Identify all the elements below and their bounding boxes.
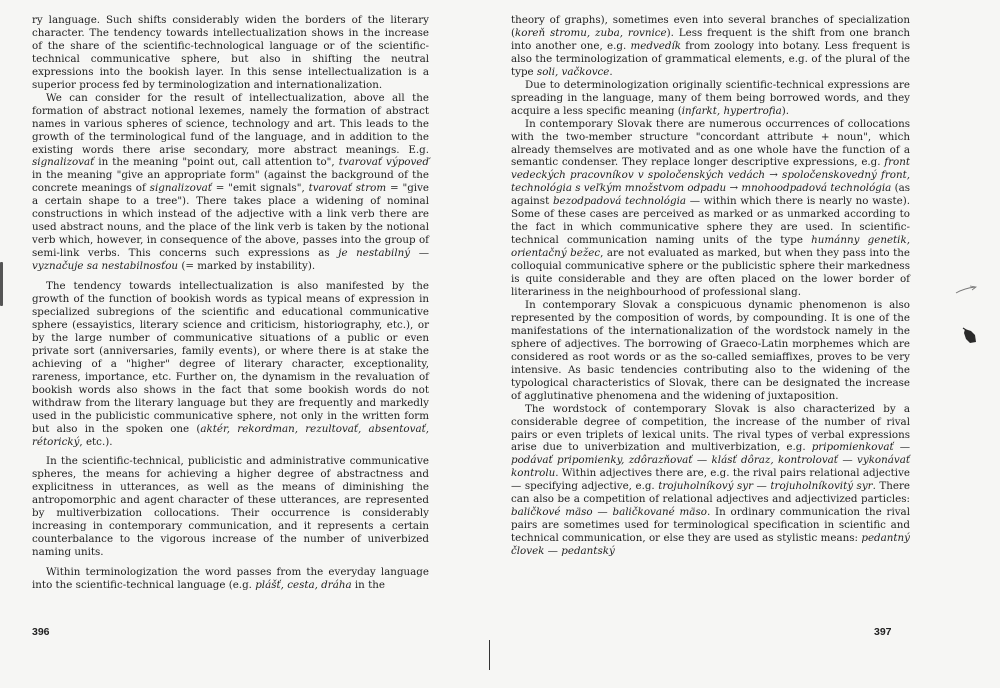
text-run: , are not evaluated as marked, but when they pass into the colloquial communicative sphere or the publicistic sphere their markedness is quite considerable and they are often placed on the lower border of literariness in the neighbourhood of professional slang. <box>511 247 910 299</box>
italic-term: trojuholníkový syr — trojuholníkovitý syr <box>658 480 873 493</box>
text-run: , etc.). <box>79 435 113 448</box>
paragraph <box>511 14 910 79</box>
paragraph <box>511 299 910 403</box>
text-run: in the <box>351 579 385 592</box>
italic-term: tvarovať výpoveď <box>338 156 429 169</box>
left-text-column <box>32 14 429 592</box>
text-run: theory of graphs), sometimes even into several branches of specialization ( <box>511 14 910 39</box>
italic-term: signalizovať <box>32 156 95 169</box>
italic-term: koreň stromu, zuba, rovnice <box>515 26 667 39</box>
text-run: in the meaning "give an appropriate form" (against the background of the concrete meanings of <box>32 169 429 195</box>
paragraph <box>32 455 429 559</box>
text-run: = "emit signals", <box>211 182 309 195</box>
text-run: in the meaning "point out, call attention to", <box>94 156 339 169</box>
italic-term: front vedeckých pracovníkov v spoločenských vedách → spoločenskovedný front, technológia s veľkým množstvom odpadu → mnohoodpadová technológia <box>511 156 910 195</box>
text-run: In contemporary Slovak a conspicuous dynamic phenomenon is also represented by the composition of words, by compounding. It is one of the manifestations of the internationalization of the wordstock namely in the sphere of adjectives. The borrowing of Graeco-Latin morphemes which are considered as root words or as the so-called semiaffixes, proves to be very intensive. As basic tendencies contributing also to the widening of the typological characteristics of Slovak, there can be designated the increase of agglutinative phenomena and the widening of juxtaposition. <box>511 298 910 402</box>
italic-term: pedantný človek — pedantský <box>511 532 910 558</box>
text-run: In the scientific-technical, publicistic and administrative communicative spheres, the means for achieving a higher degree of abstractness and explicitness in utterances, as well as the means of diminishing the antropomorphic and agent character of these utterances, are represented by multiverbization collocations. Their occurrence is considerably increasing in contemporary communication, and it represents a certain counterbalance to the vigorous increase of the number of univerbized naming units. <box>32 455 429 559</box>
text-run: = "give a certain shape to a tree"). There takes place a widening of nominal constructions in which instead of the adjective with a link verb there are used abstract nouns, and the place of the link verb is taken by the notional verb which, however, in consequence of the above, passes into the group of semi-link verbs. This concerns such expressions as <box>32 182 429 260</box>
text-run: Due to determinologization originally scientific-technical expressions are spreading in the language, many of them being borrowed words, and they acquire a less specific meaning ( <box>511 78 910 117</box>
paragraph <box>511 79 910 118</box>
margin-ink-blot <box>962 327 978 345</box>
text-run: (as against <box>511 182 911 208</box>
text-run: ry language. Such shifts considerably widen the borders of the literary character. The tendency towards intellectualization shows in the increase of the share of the scientific-technological language or of the scientific-technical communicative sphere, but also in shifting the neutral expressions into the bookish layer. In this sense intellectualization is a superior process fed by terminologization and internationalization. <box>32 14 429 91</box>
text-run: . There can also be a competition of relational adjectives and adjectivized particles: <box>511 480 910 506</box>
italic-term: bezodpadová technológia <box>552 195 687 208</box>
paragraph <box>32 566 429 592</box>
italic-term: je nestabilný — vyznačuje sa nestabilnosťou <box>32 247 429 273</box>
italic-term: pripomienkovať — podávať pripomienky, zdôrazňovať — klásť dôraz, kontrolovať — vykonávať kontrolu <box>511 441 910 480</box>
right-page <box>490 0 1000 688</box>
left-page-number: 396 <box>32 626 50 638</box>
text-run: ). Less frequent is the shift from one branch into another one, e.g. <box>511 26 911 52</box>
italic-term: aktér, rekordman, rezultovať, absentovať, rétorický <box>32 422 429 448</box>
paragraph <box>511 118 910 299</box>
paragraph <box>32 14 429 92</box>
italic-term: baličkové mäso — baličkované mäso <box>511 506 707 519</box>
italic-term: tvarovať strom <box>308 182 387 195</box>
text-run: . Within adjectives there are, e.g. the rival pairs relational adjective — specifying adjective, e.g. <box>511 467 910 493</box>
paragraph <box>32 92 429 273</box>
italic-term: medvedík <box>630 39 682 52</box>
text-run: (= marked by instability). <box>178 260 316 273</box>
italic-term: soli, vačkovce <box>536 65 610 78</box>
paragraph <box>511 403 910 558</box>
right-text-column <box>511 14 910 558</box>
left-page <box>0 0 490 688</box>
text-run: Within terminologization the word passes from the everyday language into the scientific-technical language (e.g. <box>32 566 429 592</box>
italic-term: infarkt, hypertrofia <box>681 104 782 117</box>
right-page-number: 397 <box>874 626 892 638</box>
paragraph <box>32 280 429 448</box>
book-spine-line <box>489 640 490 670</box>
text-run: — within which there is nearly no waste). Some of these cases are perceived as marked or as unmarked according to the fact in which communicative sphere they are used. In scientific-technical communication naming units of the type <box>511 195 910 247</box>
italic-term: signalizovať <box>149 182 212 195</box>
text-run: The tendency towards intellectualization is also manifested by the growth of the function of bookish words as typical means of expression in specialized subregions of the scientific and educational communicative sphere (essayistics, literary science and criticism, historiography, etc.), or by the large number of communicative situations of a public or even private sort (anniversaries, family events), or where there is at stake the achieving of a "higher" degree of literary character, exceptionality, rareness, importance, etc. Further on, the dynamism in the revaluation of bookish words also shows in the fact that some bookish words do not withdraw from the literary language but they are frequently and markedly used in the publicistic communicative sphere, not only in the written form but also in the spoken one ( <box>32 280 429 435</box>
text-run: We can consider for the result of intellectualization, above all the formation of abstract notional lexemes, namely the formation of abstract names in various spheres of science, technology and art. This leads to the growth of the terminological fund of the language, and in addition to the existing words there arise secondary, more abstract meanings. E.g. <box>32 91 429 156</box>
margin-ink-mark <box>0 262 3 306</box>
italic-term: plášť, cesta, dráha <box>255 579 352 592</box>
text-run: . <box>609 65 613 78</box>
text-run: ). <box>781 104 790 117</box>
italic-term: humánny genetik, orientačný bežec <box>511 234 910 260</box>
text-run: In contemporary Slovak there are numerous occurrences of collocations with the two-member structure "concordant attribute + noun", which already themselves are motivated and as one whole have the function of a semantic condenser. They replace longer descriptive expressions, e.g. <box>511 117 910 169</box>
text-run: The wordstock of contemporary Slovak is also characterized by a considerable degree of competition, the increase of the number of rival pairs or even triplets of lexical units. The rival types of verbal expressions arise due to univerbization and multiverbization, e.g. <box>511 402 910 454</box>
text-run: . In ordinary communication the rival pairs are sometimes used for terminological specification in scientific and technical communication, or else they are used as stylistic means: <box>511 506 910 545</box>
text-run: from zoology into botany. Less frequent is also the terminologization of grammatical elements, e.g. of the plural of the type <box>511 39 910 78</box>
margin-pencil-mark <box>955 285 977 295</box>
